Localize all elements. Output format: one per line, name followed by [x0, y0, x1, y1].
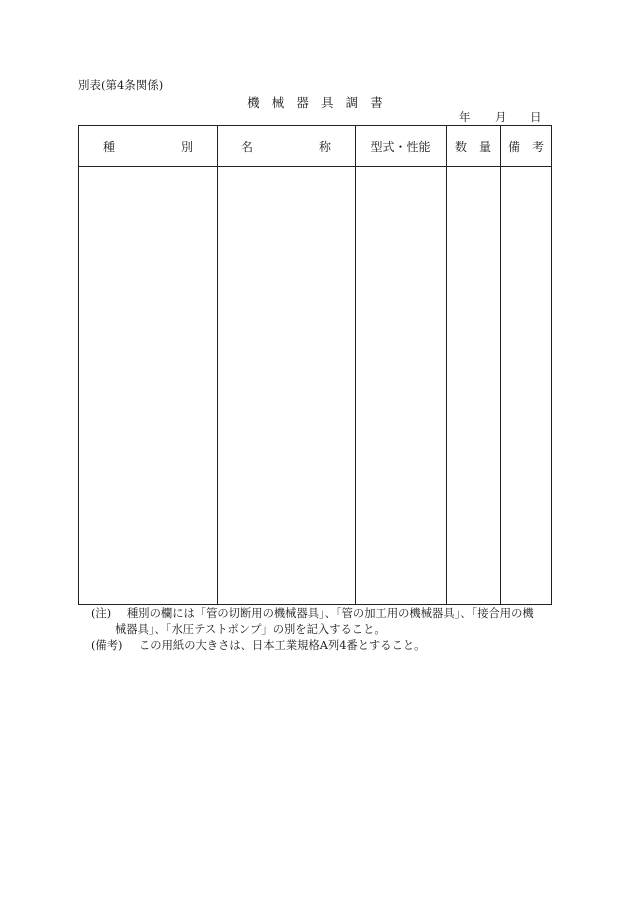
form-reference: 別表(第4条関係)	[78, 78, 164, 92]
date-year-label: 年	[459, 110, 471, 124]
header-name-char: 名	[241, 139, 254, 154]
header-model-label: 型式・性能	[370, 139, 431, 154]
header-quantity	[446, 126, 500, 166]
title-char: 具	[321, 95, 334, 110]
header-quantity-char: 数	[454, 139, 467, 154]
column-divider	[217, 126, 218, 604]
note-text-line2: 械器具」、「水圧テストポンプ」の別を記入すること。	[115, 623, 386, 636]
header-type	[79, 126, 217, 166]
header-remarks-char: 備	[507, 139, 520, 154]
remark-label: (備考)	[91, 639, 123, 652]
header-divider	[79, 166, 551, 167]
header-name	[217, 126, 355, 166]
header-name-char: 称	[318, 139, 331, 154]
date-day-label: 日	[530, 110, 542, 124]
remark-text: この用紙の大きさは、日本工業規格A列4番とすること。	[139, 639, 426, 652]
title-char: 機	[247, 95, 260, 110]
column-divider	[355, 126, 356, 604]
header-model	[355, 126, 446, 166]
equipment-table	[78, 125, 552, 605]
title-char: 械	[271, 95, 285, 110]
header-remarks-char: 考	[532, 139, 545, 154]
note-text-line1: 種別の欄には「管の切断用の機械器具」、「管の加工用の機械器具」、「接合用の機	[127, 607, 534, 620]
note-label: (注)	[91, 607, 112, 620]
title-char: 書	[370, 95, 383, 110]
header-type-char: 種	[103, 139, 116, 154]
header-quantity-char: 量	[479, 139, 492, 154]
title-char: 器	[296, 95, 309, 110]
column-divider	[446, 126, 447, 604]
column-divider	[500, 126, 501, 604]
header-remarks	[500, 126, 552, 166]
header-type-char: 別	[180, 139, 193, 154]
title-char: 調	[345, 95, 359, 110]
date-month-label: 月	[495, 110, 507, 124]
